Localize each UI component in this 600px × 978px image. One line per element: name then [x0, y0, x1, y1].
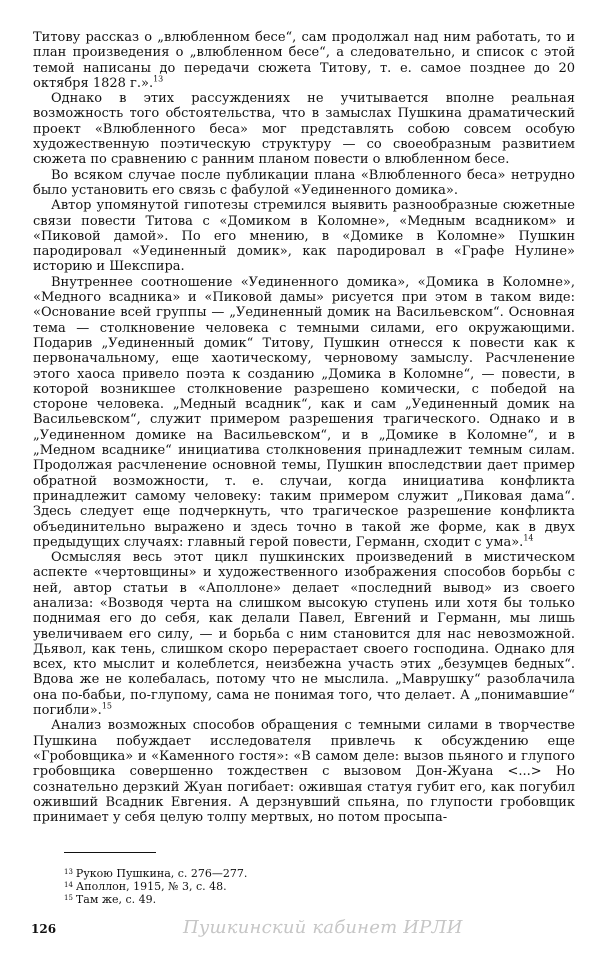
- paragraph-2: Однако в этих рассуждениях не учитывается вполне реальная возможность того обстоятельства, что в замыслах Пушкина драматический проект «Влюбленного беса» мог представлять собою совсем особую художественную поэтическую структуру — со своеобразным развитием сюжета по сравнению с ранним планом повести о влюбленном бесе.: [33, 91, 575, 168]
- footnote-14: $^{14}$ Аполлон, 1915, № 3, с. 48.: [64, 880, 227, 893]
- library-watermark: Пушкинский кабинет ИРЛИ: [183, 917, 463, 938]
- paragraph-3: Во всяком случае после публикации плана «Влюбленного беса» нетрудно было установить его связь с фабулой «Уединенного домика».: [33, 167, 575, 198]
- footnote-divider: [64, 852, 156, 853]
- footnote-ref-15[interactable]: 15: [101, 701, 112, 711]
- paragraph-7: Анализ возможных способов обращения с темными силами в творчестве Пушкина побуждает исследователя привлечь к обсуждению еще «Гробовщика» и «Каменного гостя»: «В самом деле: вызов пьяного и глупого гробовщика совершенно тождествен с вызовом Дон-Жуана <...> Но сознательно дерзкий Жуан погибает: ожившая статуя губит его, как погубил оживший Всадник Евгения. А дерзнувший спьяна, по глупости гробовщик принимает у себя целую толпу мертвых, но потом просыпа-: [33, 718, 575, 826]
- main-text: [33, 30, 575, 825]
- footnote-ref-14[interactable]: 14: [523, 533, 534, 543]
- paragraph-6: Осмысляя весь этот цикл пушкинских произведений в мистическом аспекте «чертовщины» и художественного изображения способов борьбы с ней, автор статьи в «Аполлоне» делает «последний вывод» из своего анализа: «Возводя черта на слишком высокую ступень или хотя бы только поднимая его до себя, как делали Павел, Евгений и Германн, мы лишь увеличиваем его силу, — и борьба с ним становится для нас невозможной. Дьявол, как тень, слишком скоро перерастает своего господина. Однако для всех, кто мыслит и колеблется, неизбежна участь этих „безумцев бедных“. Вдова же не колебалась, потому что не мыслила. „Маврушку“ разоблачила она по-бабьи, по-глупому, сама не понимая того, что делает. А „понимавшие“ погибли».$^{15}$: [33, 550, 575, 719]
- footnote-15: $^{15}$ Там же, с. 49.: [64, 893, 157, 906]
- page-number: 126: [31, 922, 57, 936]
- footnote-ref-13[interactable]: 13: [153, 74, 164, 84]
- paragraph-1: Титову рассказ о „влюбленном бесе“, сам продолжал над ним работать, то и план произведения о „влюбленном бесе“, а следовательно, и список с этой темой написаны до передачи сюжета Титову, т. е. самое позднее до 20 октября 1828 г.».$^{13}$: [33, 30, 575, 91]
- paragraph-4: Автор упомянутой гипотезы стремился выявить разнообразные сюжетные связи повести Титова с «Домиком в Коломне», «Медным всадником» и «Пиковой дамой». По его мнению, в «Домике в Коломне» Пушкин пародировал «Уединенный домик», как пародировал в «Графе Нулине» историю и Шекспира.: [33, 198, 575, 275]
- footnotes: [64, 867, 564, 906]
- paragraph-5: Внутреннее соотношение «Уединенного домика», «Домика в Коломне», «Медного всадника» и «Пиковой дамы» рисуется при этом в таком виде: «Основание всей группы — „Уединенный домик на Васильевском“. Основная тема — столкновение человека с темными силами, его окружающими. Подарив „Уединенный домик“ Титову, Пушкин отнесся к повести как к первоначальному, еще хаотическому, черновому замыслу. Расчленение этого хаоса привело поэта к созданию „Домика в Коломне“, — повести, в которой возникшее столкновение разрешено комически, с победой на стороне человека. „Медный всадник“, как и сам „Уединенный домик на Васильевском“, служит примером разрешения трагического. Однако и в „Уединенном домике на Васильевском“, и в „Домике в Коломне“, и в „Медном всаднике“ инициатива столкновения принадлежит темным силам. Продолжая расчленение основной темы, Пушкин впоследствии дает пример обратной возможности, т. е. случаи, когда инициатива конфликта принадлежит самому человеку: таким примером служит „Пиковая дама“. Здесь следует еще подчеркнуть, что трагическое разрешение конфликта объединительно выражено и здесь точно в такой же форме, как в двух предыдущих случаях: главный герой повести, Германн, сходит с ума».$^{14}$: [33, 274, 575, 550]
- footnote-13: $^{13}$ Рукою Пушкина, с. 276—277.: [64, 867, 248, 880]
